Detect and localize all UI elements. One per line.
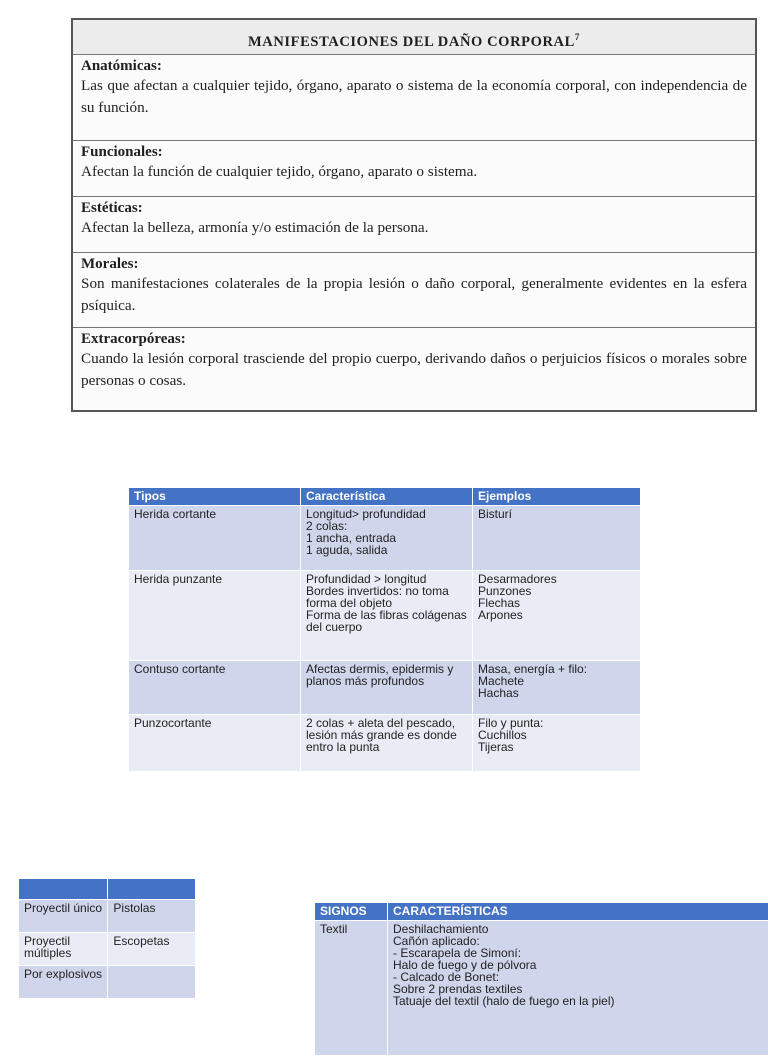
table-row (315, 921, 768, 1056)
section-heading: Estéticas: (81, 199, 747, 217)
table-cell (108, 966, 196, 999)
manifestaciones-title (73, 20, 755, 55)
table-cell: 2 colas + aleta del pescado, lesión más grande es donde entro la punta (301, 715, 473, 772)
table-row (19, 933, 196, 966)
section-heading: Morales: (81, 255, 747, 273)
column-header (19, 879, 108, 900)
section-morales (73, 253, 755, 328)
table-cell: Afectas dermis, epidermis y planos más profundos (301, 661, 473, 715)
table-row (129, 661, 641, 715)
table-row (129, 571, 641, 661)
table-cell: Escopetas (108, 933, 196, 966)
section-text: Las que afectan a cualquier tejido, órgano, aparato o sistema de la economía corporal, con independencia de su función. (81, 75, 747, 119)
section-text: Afectan la belleza, armonía y/o estimación de la persona. (81, 217, 747, 239)
table-row (129, 715, 641, 772)
table-header-row (315, 903, 768, 921)
table-cell: Pistolas (108, 900, 196, 933)
section-funcionales (73, 141, 755, 197)
table-cell: Proyectil único (19, 900, 108, 933)
table-cell: Profundidad > longitud Bordes invertidos: no toma forma del objeto Forma de las fibras colágenas del cuerpo (301, 571, 473, 661)
table-header-row (129, 488, 641, 506)
title-text: MANIFESTACIONES DEL DAÑO CORPORAL (248, 34, 575, 50)
table-cell: Bisturí (473, 506, 641, 571)
signos-table (314, 902, 768, 1056)
column-header: CARACTERÍSTICAS (388, 903, 768, 921)
section-extracorporeas (73, 328, 755, 410)
table-row (19, 900, 196, 933)
section-anatomicas (73, 55, 755, 141)
table-cell: Herida punzante (129, 571, 301, 661)
table-cell: Textil (315, 921, 388, 1056)
section-heading: Funcionales: (81, 143, 747, 161)
table-header-row (19, 879, 196, 900)
column-header: Ejemplos (473, 488, 641, 506)
table-cell: Por explosivos (19, 966, 108, 999)
column-header: Tipos (129, 488, 301, 506)
proyectil-table (18, 878, 196, 999)
table-cell: Desarmadores Punzones Flechas Arpones (473, 571, 641, 661)
table-cell: Filo y punta: Cuchillos Tijeras (473, 715, 641, 772)
table-cell: Punzocortante (129, 715, 301, 772)
table-cell: Herida cortante (129, 506, 301, 571)
footnote-mark: 7 (575, 32, 580, 42)
manifestaciones-box (71, 18, 757, 412)
table-cell: Contuso cortante (129, 661, 301, 715)
table-row (129, 506, 641, 571)
column-header: SIGNOS (315, 903, 388, 921)
section-text: Cuando la lesión corporal trasciende del propio cuerpo, derivando daños o perjuicios físicos o morales sobre personas o cosas. (81, 348, 747, 392)
table-cell: Proyectil múltiples (19, 933, 108, 966)
table-cell: Deshilachamiento Cañón aplicado: - Escarapela de Simoní: Halo de fuego y de pólvora - Calcado de Bonet: Sobre 2 prendas textiles Tatuaje del textil (halo de fuego en la piel) (388, 921, 768, 1056)
section-heading: Extracorpóreas: (81, 330, 747, 348)
column-header (108, 879, 196, 900)
tipos-table (128, 487, 641, 772)
table-row (19, 966, 196, 999)
section-esteticas (73, 197, 755, 253)
section-text: Afectan la función de cualquier tejido, órgano, aparato o sistema. (81, 161, 747, 183)
table-cell: Masa, energía + filo: Machete Hachas (473, 661, 641, 715)
column-header: Característica (301, 488, 473, 506)
section-heading: Anatómicas: (81, 57, 747, 75)
table-cell: Longitud> profundidad 2 colas: 1 ancha, entrada 1 aguda, salida (301, 506, 473, 571)
section-text: Son manifestaciones colaterales de la propia lesión o daño corporal, generalmente evidentes en la esfera psíquica. (81, 273, 747, 317)
